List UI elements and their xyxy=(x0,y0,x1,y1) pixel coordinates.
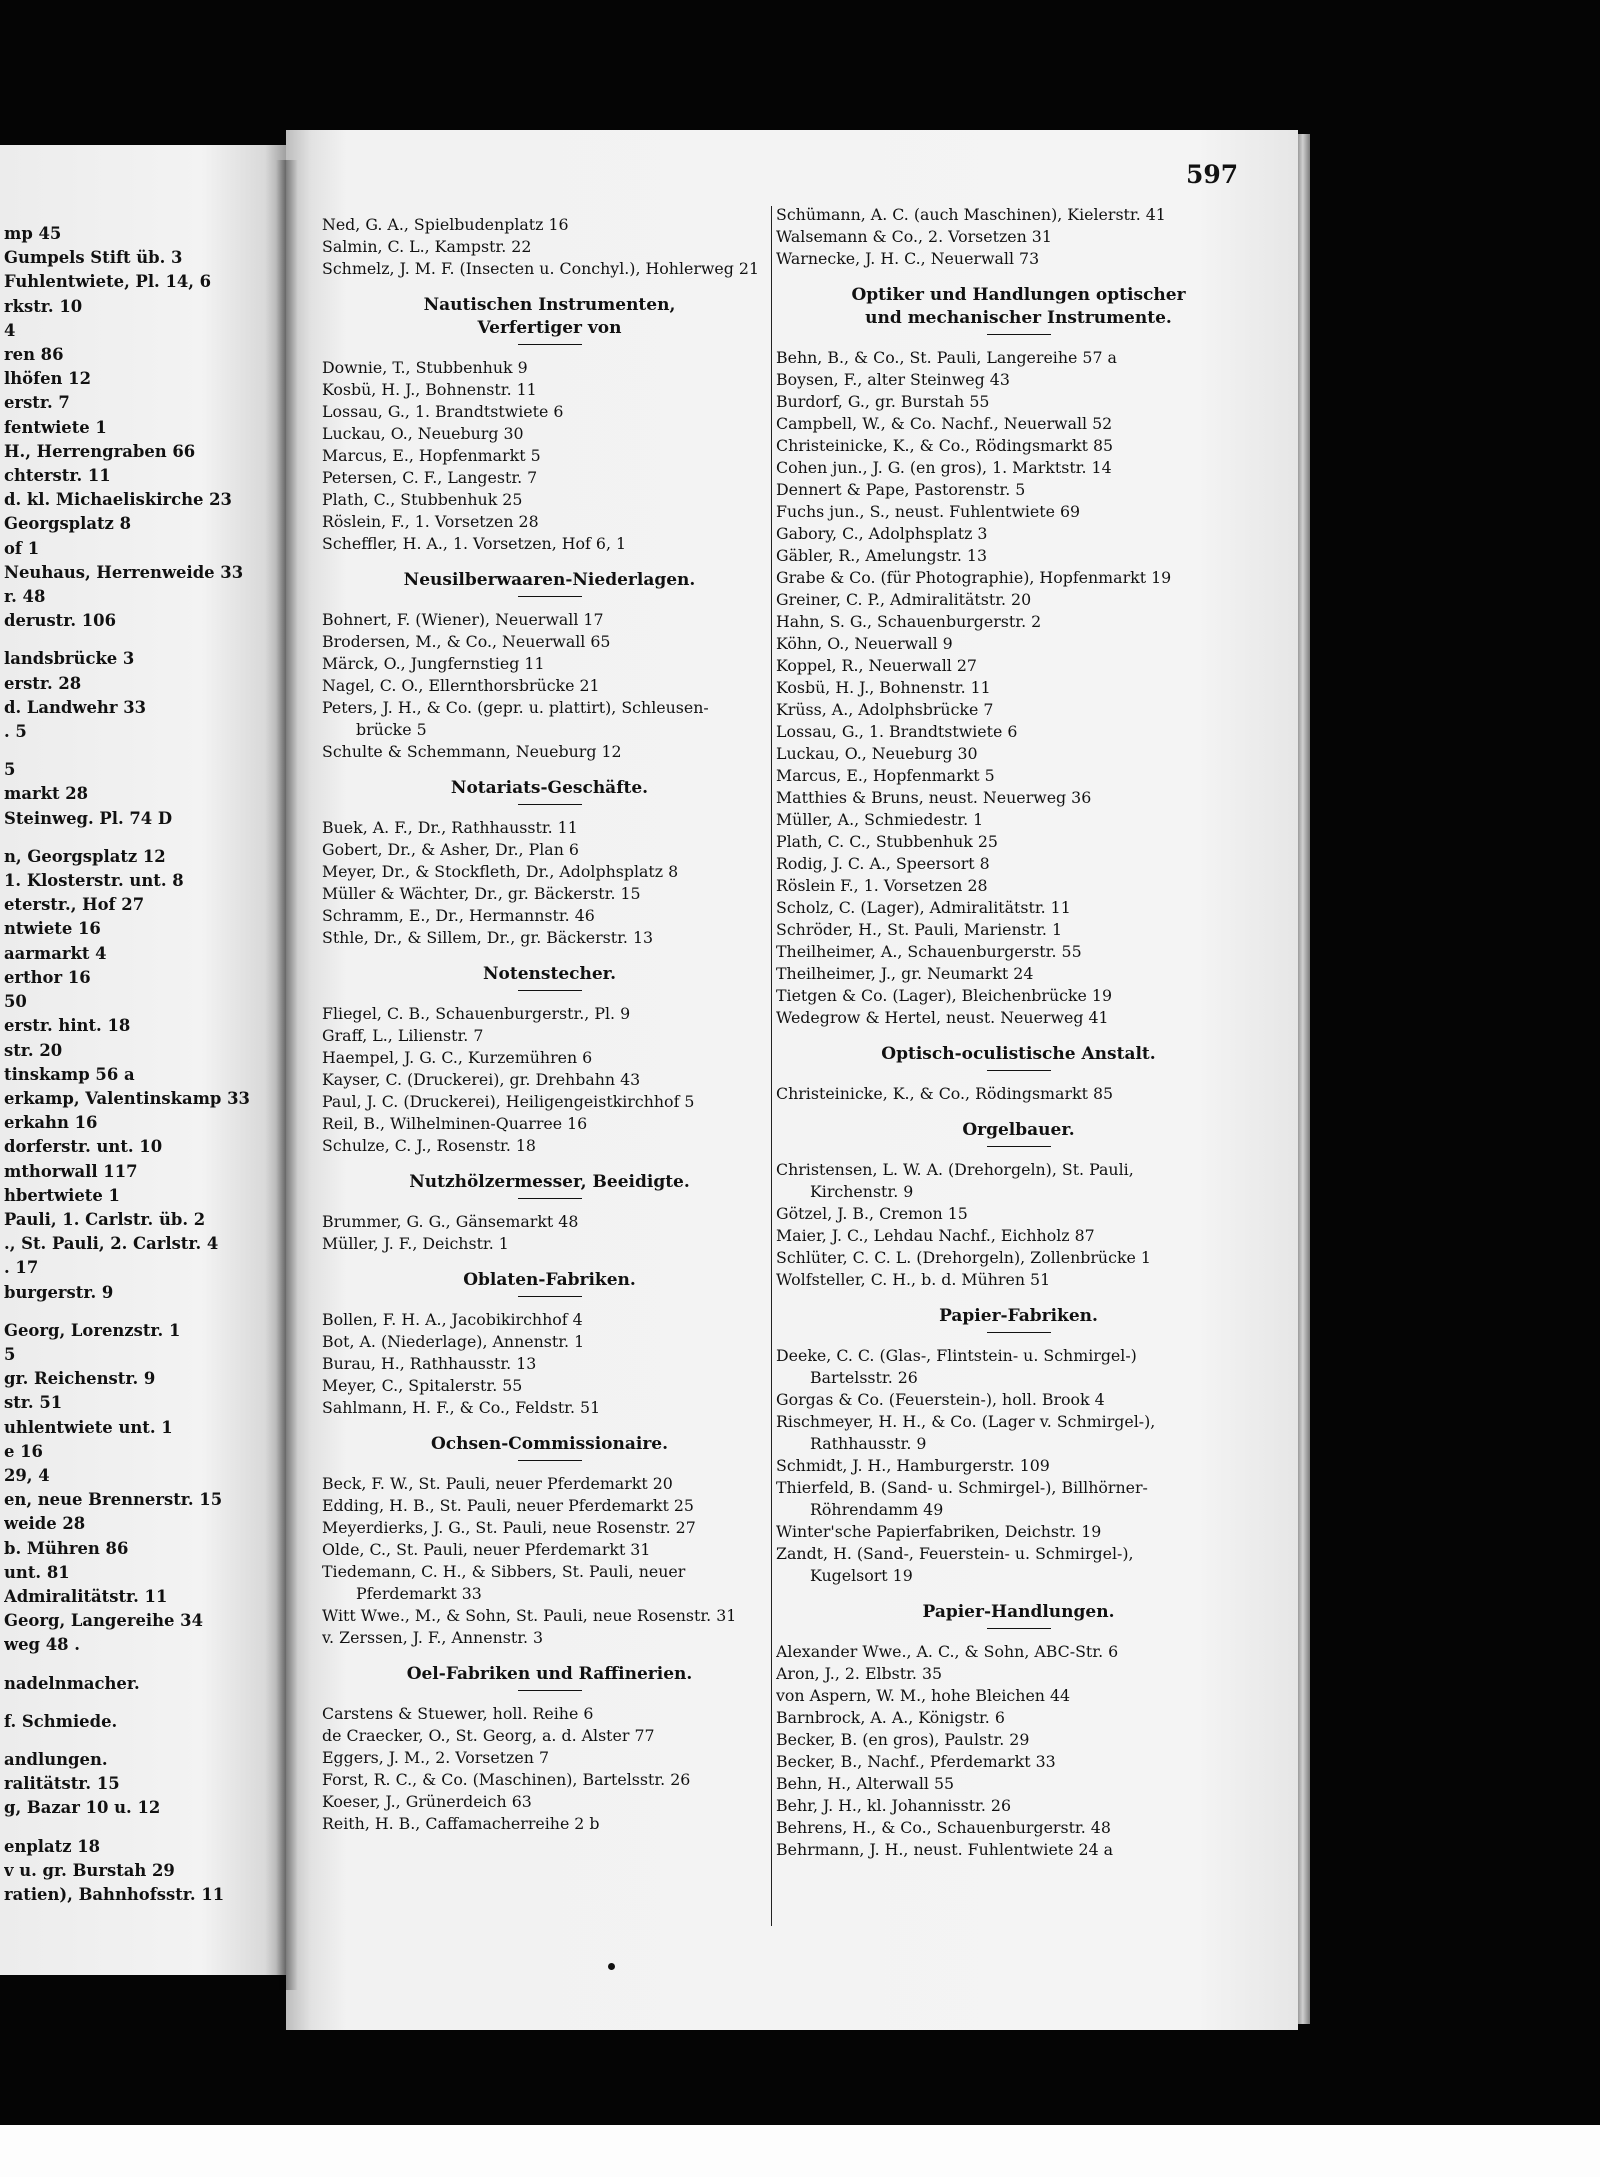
directory-entry: ren 86 xyxy=(4,345,64,365)
directory-entry: Kayser, C. (Druckerei), gr. Drehbahn 43 xyxy=(322,1070,641,1089)
blank-line xyxy=(4,1696,280,1710)
directory-entry: Marcus, E., Hopfenmarkt 5 xyxy=(776,766,995,785)
directory-entry: derustr. 106 xyxy=(4,611,116,631)
directory-entry: Matthies & Bruns, neust. Neuerweg 36 xyxy=(776,788,1092,807)
directory-entry: Brodersen, M., & Co., Neuerwall 65 xyxy=(322,632,611,651)
blank-line xyxy=(4,1821,280,1835)
directory-entry: andlungen. xyxy=(4,1749,108,1769)
section-heading: Notenstecher. xyxy=(483,964,616,984)
directory-entry: Luckau, O., Neueburg 30 xyxy=(322,424,524,443)
directory-entry: Marcus, E., Hopfenmarkt 5 xyxy=(322,446,541,465)
blank-line xyxy=(4,633,280,647)
directory-entry: lhöfen 12 xyxy=(4,369,91,389)
heading-rule xyxy=(518,1198,582,1199)
section-spacer xyxy=(322,763,777,777)
directory-entry: Bartelsstr. 26 xyxy=(810,1368,918,1387)
directory-entry: hbertwiete 1 xyxy=(4,1185,120,1205)
directory-entry: Becker, B., Nachf., Pferdemarkt 33 xyxy=(776,1752,1056,1771)
directory-entry: Haempel, J. G. C., Kurzemühren 6 xyxy=(322,1048,593,1067)
directory-entry: erstr. 7 xyxy=(4,393,70,413)
directory-entry: Bollen, F. H. A., Jacobikirchhof 4 xyxy=(322,1310,583,1329)
directory-entry: Kugelsort 19 xyxy=(810,1566,913,1585)
blank-line xyxy=(4,1734,280,1748)
directory-entry: uhlentwiete unt. 1 xyxy=(4,1417,173,1437)
heading-rule xyxy=(518,1690,582,1691)
directory-entry: ratien), Bahnhofsstr. 11 xyxy=(4,1885,225,1904)
directory-entry: Georg, Langereihe 34 xyxy=(4,1611,203,1631)
heading-rule xyxy=(987,1070,1051,1071)
directory-entry: Theilheimer, J., gr. Neumarkt 24 xyxy=(776,964,1034,983)
directory-entry: Kosbü, H. J., Bohnenstr. 11 xyxy=(776,678,991,697)
directory-entry: Schmelz, J. M. F. (Insecten u. Conchyl.), Hohlerweg 21 xyxy=(322,259,759,278)
directory-entry: enplatz 18 xyxy=(4,1836,101,1856)
directory-entry: Hahn, S. G., Schauenburgerstr. 2 xyxy=(776,612,1042,631)
directory-entry: Graff, L., Lilienstr. 7 xyxy=(322,1026,484,1045)
directory-entry: Sahlmann, H. F., & Co., Feldstr. 51 xyxy=(322,1398,601,1417)
section-heading: Ochsen-Commissionaire. xyxy=(430,1434,669,1454)
directory-entry: Burau, H., Rathhausstr. 13 xyxy=(322,1354,537,1373)
directory-entry: chterstr. 11 xyxy=(4,466,111,486)
directory-entry: Pauli, 1. Carlstr. üb. 2 xyxy=(4,1209,206,1229)
directory-entry: Plath, C. C., Stubbenhuk 25 xyxy=(776,832,998,851)
directory-entry: rkstr. 10 xyxy=(4,296,83,316)
section-heading: Optiker und Handlungen optischer xyxy=(851,285,1186,305)
directory-entry: 5 xyxy=(4,1344,16,1364)
directory-entry: Behrmann, J. H., neust. Fuhlentwiete 24 a xyxy=(776,1840,1114,1859)
section-spacer xyxy=(322,949,777,963)
directory-entry: Schmidt, J. H., Hamburgerstr. 109 xyxy=(776,1456,1050,1475)
blank-line xyxy=(4,744,280,758)
printers-mark xyxy=(608,1963,615,1970)
directory-entry: brücke 5 xyxy=(356,720,427,739)
section-heading: und mechanischer Instrumente. xyxy=(865,308,1172,328)
directory-entry: Edding, H. B., St. Pauli, neuer Pferdemarkt 25 xyxy=(322,1496,694,1515)
section-spacer xyxy=(776,1587,1261,1601)
directory-entry: Meyer, Dr., & Stockfleth, Dr., Adolphsplatz 8 xyxy=(322,862,679,881)
directory-entry: Sthle, Dr., & Sillem, Dr., gr. Bäckerstr. 13 xyxy=(322,928,654,947)
directory-entry: Schramm, E., Dr., Hermannstr. 46 xyxy=(322,906,595,925)
directory-entry: b. Mühren 86 xyxy=(4,1538,129,1558)
directory-entry: Nagel, C. O., Ellernthorsbrücke 21 xyxy=(322,676,600,695)
directory-entry: Müller, J. F., Deichstr. 1 xyxy=(322,1234,509,1253)
directory-entry: Warnecke, J. H. C., Neuerwall 73 xyxy=(776,249,1040,268)
directory-entry: erkamp, Valentinskamp 33 xyxy=(4,1088,250,1108)
section-heading: Orgelbauer. xyxy=(962,1120,1075,1140)
directory-entry: unt. 81 xyxy=(4,1562,70,1582)
directory-entry: Koppel, R., Neuerwall 27 xyxy=(776,656,977,675)
directory-entry: . 5 xyxy=(4,722,27,742)
directory-entry: Fuchs jun., S., neust. Fuhlentwiete 69 xyxy=(776,502,1081,521)
directory-entry: Admiralitätstr. 11 xyxy=(4,1586,168,1606)
directory-entry: Meyerdierks, J. G., St. Pauli, neue Rosenstr. 27 xyxy=(322,1518,696,1537)
directory-entry: Barnbrock, A. A., Königstr. 6 xyxy=(776,1708,1005,1727)
directory-entry: Rodig, J. C. A., Speersort 8 xyxy=(776,854,990,873)
directory-entry: Reith, H. B., Caffamacherreihe 2 b xyxy=(322,1814,600,1833)
directory-entry: d. Landwehr 33 xyxy=(4,697,147,717)
directory-entry: Behrens, H., & Co., Schauenburgerstr. 48 xyxy=(776,1818,1111,1837)
heading-rule xyxy=(518,1296,582,1297)
directory-entry: Bot, A. (Niederlage), Annenstr. 1 xyxy=(322,1332,585,1351)
section-spacer xyxy=(322,555,777,569)
directory-entry: Dennert & Pape, Pastorenstr. 5 xyxy=(776,480,1026,499)
directory-entry: Deeke, C. C. (Glas-, Flintstein- u. Schmirgel-) xyxy=(776,1346,1137,1365)
directory-entry: Lossau, G., 1. Brandtstwiete 6 xyxy=(776,722,1018,741)
directory-entry: n, Georgsplatz 12 xyxy=(4,846,166,866)
directory-entry: Behn, B., & Co., St. Pauli, Langereihe 57 a xyxy=(776,348,1117,367)
section-spacer xyxy=(322,1649,777,1663)
section-spacer xyxy=(776,270,1261,284)
directory-entry: Kosbü, H. J., Bohnenstr. 11 xyxy=(322,380,537,399)
directory-entry: weide 28 xyxy=(4,1514,86,1534)
directory-entry: Cohen jun., J. G. (en gros), 1. Marktstr. 14 xyxy=(776,458,1112,477)
directory-entry: Downie, T., Stubbenhuk 9 xyxy=(322,358,528,377)
directory-entry: Petersen, C. F., Langestr. 7 xyxy=(322,468,538,487)
directory-entry: Winter'sche Papierfabriken, Deichstr. 19 xyxy=(776,1522,1102,1541)
directory-entry: Peters, J. H., & Co. (gepr. u. plattirt), Schleusen- xyxy=(322,698,709,717)
directory-entry: Schröder, H., St. Pauli, Marienstr. 1 xyxy=(776,920,1063,939)
directory-entry: Salmin, C. L., Kampstr. 22 xyxy=(322,237,532,256)
directory-entry: Gabory, C., Adolphsplatz 3 xyxy=(776,524,988,543)
directory-entry: Müller, A., Schmiedestr. 1 xyxy=(776,810,984,829)
heading-rule xyxy=(518,1460,582,1461)
left-page-fragment-column xyxy=(4,222,280,1907)
heading-rule xyxy=(518,804,582,805)
directory-entry: Schulze, C. J., Rosenstr. 18 xyxy=(322,1136,536,1155)
directory-entry: Christeinicke, K., & Co., Rödingsmarkt 85 xyxy=(776,436,1114,455)
heading-rule xyxy=(518,596,582,597)
right-directory-column xyxy=(776,204,1261,1861)
directory-entry: Steinweg. Pl. 74 D xyxy=(4,808,173,828)
section-heading: Papier-Fabriken. xyxy=(939,1306,1098,1326)
directory-entry: Gobert, Dr., & Asher, Dr., Plan 6 xyxy=(322,840,579,859)
directory-entry: Scholz, C. (Lager), Admiralitätstr. 11 xyxy=(776,898,1071,917)
directory-entry: 29, 4 xyxy=(4,1465,50,1485)
directory-entry: Beck, F. W., St. Pauli, neuer Pferdemarkt 20 xyxy=(322,1474,673,1493)
directory-entry: e 16 xyxy=(4,1441,43,1461)
directory-entry: Theilheimer, A., Schauenburgerstr. 55 xyxy=(776,942,1082,961)
directory-entry: 50 xyxy=(4,992,27,1012)
directory-entry: Grabe & Co. (für Photographie), Hopfenmarkt 19 xyxy=(776,568,1172,587)
directory-entry: Luckau, O., Neueburg 30 xyxy=(776,744,978,763)
directory-entry: Rischmeyer, H. H., & Co. (Lager v. Schmirgel-), xyxy=(776,1412,1156,1431)
directory-entry: Campbell, W., & Co. Nachf., Neuerwall 52 xyxy=(776,414,1113,433)
directory-entry: 5 xyxy=(4,760,16,780)
blank-line xyxy=(4,1305,280,1319)
directory-entry: Schulte & Schemmann, Neueburg 12 xyxy=(322,742,622,761)
directory-entry: Meyer, C., Spitalerstr. 55 xyxy=(322,1376,523,1395)
directory-entry: Fliegel, C. B., Schauenburgerstr., Pl. 9 xyxy=(322,1004,631,1023)
directory-entry: Röslein F., 1. Vorsetzen 28 xyxy=(776,876,988,895)
directory-entry: Müller & Wächter, Dr., gr. Bäckerstr. 15 xyxy=(322,884,641,903)
directory-entry: ntwiete 16 xyxy=(4,919,101,939)
directory-entry: Alexander Wwe., A. C., & Sohn, ABC-Str. 6 xyxy=(776,1642,1119,1661)
directory-entry: Koeser, J., Grünerdeich 63 xyxy=(322,1792,532,1811)
directory-entry: erstr. 28 xyxy=(4,673,82,693)
directory-entry: Burdorf, G., gr. Burstah 55 xyxy=(776,392,990,411)
directory-entry: 1. Klosterstr. unt. 8 xyxy=(4,871,184,891)
directory-entry: ., St. Pauli, 2. Carlstr. 4 xyxy=(4,1234,219,1254)
directory-entry: Buek, A. F., Dr., Rathhausstr. 11 xyxy=(322,818,578,837)
section-heading: Neusilberwaaren-Niederlagen. xyxy=(403,570,696,590)
directory-entry: Georgsplatz 8 xyxy=(4,514,131,534)
directory-entry: en, neue Brennerstr. 15 xyxy=(4,1490,223,1510)
directory-entry: g, Bazar 10 u. 12 xyxy=(4,1798,161,1818)
directory-entry: Rathhausstr. 9 xyxy=(810,1434,927,1453)
directory-entry: Fuhlentwiete, Pl. 14, 6 xyxy=(4,272,212,292)
directory-entry: str. 20 xyxy=(4,1040,63,1060)
page-edge xyxy=(1298,134,1310,2024)
directory-entry: Neuhaus, Herrenweide 33 xyxy=(4,562,244,582)
directory-entry: aarmarkt 4 xyxy=(4,943,107,963)
directory-entry: dorferstr. unt. 10 xyxy=(4,1137,163,1157)
heading-rule xyxy=(987,1146,1051,1147)
section-spacer xyxy=(322,1255,777,1269)
heading-rule xyxy=(987,1332,1051,1333)
directory-entry: Lossau, G., 1. Brandtstwiete 6 xyxy=(322,402,564,421)
directory-entry: Tietgen & Co. (Lager), Bleichenbrücke 19 xyxy=(776,986,1113,1005)
directory-entry: . 17 xyxy=(4,1258,39,1278)
directory-entry: Wedegrow & Hertel, neust. Neuerweg 41 xyxy=(776,1008,1109,1027)
directory-entry: Plath, C., Stubbenhuk 25 xyxy=(322,490,523,509)
directory-entry: Thierfeld, B. (Sand- u. Schmirgel-), Billhörner- xyxy=(776,1478,1148,1497)
directory-entry: Georg, Lorenzstr. 1 xyxy=(4,1320,181,1340)
section-heading: Nautischen Instrumenten, xyxy=(423,295,676,315)
directory-entry: landsbrücke 3 xyxy=(4,649,135,669)
directory-entry: Röslein, F., 1. Vorsetzen 28 xyxy=(322,512,539,531)
directory-entry: Schümann, A. C. (auch Maschinen), Kielerstr. 41 xyxy=(776,205,1166,224)
heading-rule xyxy=(987,334,1051,335)
directory-entry: v. Zerssen, J. F., Annenstr. 3 xyxy=(322,1628,544,1647)
directory-entry: Wolfsteller, C. H., b. d. Mühren 51 xyxy=(776,1270,1051,1289)
directory-entry: f. Schmiede. xyxy=(4,1711,118,1731)
directory-entry: tinskamp 56 a xyxy=(4,1064,135,1084)
section-heading: Optisch-oculistische Anstalt. xyxy=(881,1044,1156,1064)
directory-entry: d. kl. Michaeliskirche 23 xyxy=(4,490,232,510)
directory-entry: ralitätstr. 15 xyxy=(4,1774,120,1794)
directory-entry: Tiedemann, C. H., & Sibbers, St. Pauli, neuer xyxy=(322,1562,686,1581)
directory-entry: Gorgas & Co. (Feuerstein-), holl. Brook 4 xyxy=(776,1390,1105,1409)
directory-entry: weg 48 . xyxy=(4,1635,80,1655)
directory-entry: Carstens & Stuewer, holl. Reihe 6 xyxy=(322,1704,594,1723)
directory-entry: Walsemann & Co., 2. Vorsetzen 31 xyxy=(776,227,1052,246)
column-divider xyxy=(771,206,772,1926)
directory-entry: erthor 16 xyxy=(4,967,91,987)
directory-entry: Kirchenstr. 9 xyxy=(810,1182,914,1201)
section-heading: Verfertiger von xyxy=(477,318,622,338)
section-heading: Oel-Fabriken und Raffinerien. xyxy=(406,1664,693,1684)
directory-entry: Reil, B., Wilhelminen-Quarree 16 xyxy=(322,1114,588,1133)
heading-rule xyxy=(987,1628,1051,1629)
directory-entry: nadelnmacher. xyxy=(4,1673,140,1693)
section-spacer xyxy=(776,1029,1261,1043)
blank-line xyxy=(4,1658,280,1672)
section-spacer xyxy=(322,280,777,294)
section-spacer xyxy=(322,1419,777,1433)
section-heading: Oblaten-Fabriken. xyxy=(463,1270,636,1290)
directory-entry: Zandt, H. (Sand-, Feuerstein- u. Schmirgel-), xyxy=(776,1544,1134,1563)
directory-entry: Ned, G. A., Spielbudenplatz 16 xyxy=(322,215,569,234)
directory-entry: Schlüter, C. C. L. (Drehorgeln), Zollenbrücke 1 xyxy=(776,1248,1151,1267)
blank-line xyxy=(4,831,280,845)
directory-entry: v u. gr. Burstah 29 xyxy=(4,1860,175,1880)
section-heading: Notariats-Geschäfte. xyxy=(450,778,649,798)
section-heading: Nutzhölzermesser, Beeidigte. xyxy=(409,1172,690,1192)
directory-entry: de Craecker, O., St. Georg, a. d. Alster 77 xyxy=(322,1726,655,1745)
directory-entry: Gäbler, R., Amelungstr. 13 xyxy=(776,546,988,565)
directory-entry: str. 51 xyxy=(4,1393,63,1413)
directory-entry: Christensen, L. W. A. (Drehorgeln), St. Pauli, xyxy=(776,1160,1134,1179)
middle-directory-column xyxy=(322,214,777,1835)
directory-entry: Behn, H., Alterwall 55 xyxy=(776,1774,955,1793)
directory-entry: r. 48 xyxy=(4,587,46,607)
directory-entry: markt 28 xyxy=(4,784,89,804)
directory-entry: Gumpels Stift üb. 3 xyxy=(4,248,183,268)
directory-entry: Maier, J. C., Lehdau Nachf., Eichholz 87 xyxy=(776,1226,1095,1245)
directory-entry: Pferdemarkt 33 xyxy=(356,1584,482,1603)
directory-entry: eterstr., Hof 27 xyxy=(4,895,145,915)
directory-entry: Bohnert, F. (Wiener), Neuerwall 17 xyxy=(322,610,604,629)
directory-entry: Olde, C., St. Pauli, neuer Pferdemarkt 31 xyxy=(322,1540,651,1559)
directory-entry: Krüss, A., Adolphsbrücke 7 xyxy=(776,700,994,719)
directory-entry: Eggers, J. M., 2. Vorsetzen 7 xyxy=(322,1748,550,1767)
directory-entry: Brummer, G. G., Gänsemarkt 48 xyxy=(322,1212,579,1231)
directory-entry: erstr. hint. 18 xyxy=(4,1016,131,1036)
page-number: 597 xyxy=(1186,160,1239,189)
directory-entry: Becker, B. (en gros), Paulstr. 29 xyxy=(776,1730,1030,1749)
directory-entry: Märck, O., Jungfernstieg 11 xyxy=(322,654,545,673)
directory-entry: Scheffler, H. A., 1. Vorsetzen, Hof 6, 1 xyxy=(322,534,627,553)
directory-entry: Christeinicke, K., & Co., Rödingsmarkt 85 xyxy=(776,1084,1114,1103)
directory-entry: mp 45 xyxy=(4,224,62,243)
directory-entry: Greiner, C. P., Admiralitätstr. 20 xyxy=(776,590,1032,609)
section-spacer xyxy=(776,1105,1261,1119)
directory-entry: mthorwall 117 xyxy=(4,1161,138,1181)
directory-entry: Köhn, O., Neuerwall 9 xyxy=(776,634,953,653)
directory-entry: erkahn 16 xyxy=(4,1113,98,1133)
directory-entry: Behr, J. H., kl. Johannisstr. 26 xyxy=(776,1796,1012,1815)
directory-entry: Paul, J. C. (Druckerei), Heiligengeistkirchhof 5 xyxy=(322,1092,695,1111)
directory-entry: 4 xyxy=(4,320,16,340)
directory-entry: Boysen, F., alter Steinweg 43 xyxy=(776,370,1010,389)
section-spacer xyxy=(776,1291,1261,1305)
heading-rule xyxy=(518,990,582,991)
directory-entry: H., Herrengraben 66 xyxy=(4,441,196,461)
directory-entry: von Aspern, W. M., hohe Bleichen 44 xyxy=(776,1686,1071,1705)
directory-entry: Röhrendamm 49 xyxy=(810,1500,944,1519)
directory-entry: Forst, R. C., & Co. (Maschinen), Bartelsstr. 26 xyxy=(322,1770,691,1789)
heading-rule xyxy=(518,344,582,345)
directory-entry: gr. Reichenstr. 9 xyxy=(4,1369,156,1389)
directory-entry: of 1 xyxy=(4,538,40,558)
section-spacer xyxy=(322,1157,777,1171)
directory-entry: burgerstr. 9 xyxy=(4,1282,114,1302)
section-heading: Papier-Handlungen. xyxy=(922,1602,1115,1622)
directory-entry: Götzel, J. B., Cremon 15 xyxy=(776,1204,968,1223)
scan-bottom-margin xyxy=(0,2125,1600,2177)
directory-entry: Witt Wwe., M., & Sohn, St. Pauli, neue Rosenstr. 31 xyxy=(322,1606,737,1625)
directory-entry: fentwiete 1 xyxy=(4,417,107,437)
directory-entry: Aron, J., 2. Elbstr. 35 xyxy=(776,1664,943,1683)
